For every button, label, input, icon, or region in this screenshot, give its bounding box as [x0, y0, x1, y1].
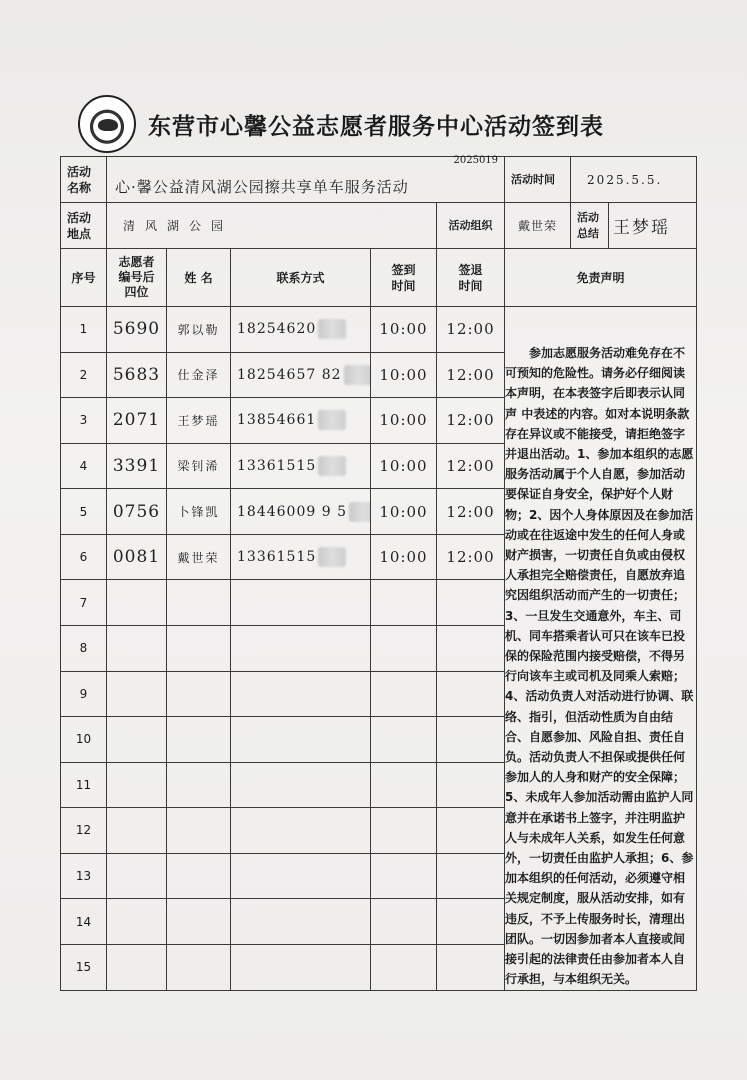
row-seq-text: 7 [79, 595, 88, 610]
row-volunteer-id [107, 717, 167, 763]
sheet-header [78, 92, 698, 156]
row-seq [61, 443, 107, 489]
row-phone [231, 944, 371, 990]
row-volunteer-id [107, 944, 167, 990]
organizer-label: 活动组织 [437, 203, 505, 249]
row-sign-in [371, 671, 437, 717]
row-sign-out [437, 853, 505, 899]
activity-place-label: 活动 地点 [61, 203, 107, 249]
row-volunteer-id [107, 352, 167, 398]
activity-time-label: 活动时间 [505, 157, 571, 203]
row-volunteer-id [107, 398, 167, 444]
row-sign-out [437, 489, 505, 535]
row-volunteer-id [107, 853, 167, 899]
row-volunteer-id [107, 443, 167, 489]
row-sign-in [371, 944, 437, 990]
redaction-blur [318, 410, 346, 430]
row-sign-out [437, 899, 505, 945]
row-sign-in [371, 489, 437, 535]
row-phone [231, 853, 371, 899]
row-sign-in [371, 808, 437, 854]
row-seq [61, 899, 107, 945]
row-phone-text: 13361515 [237, 457, 317, 474]
activity-name-label: 活动 名称 [61, 157, 107, 203]
row-phone [231, 899, 371, 945]
row-seq-text: 15 [75, 960, 92, 975]
row-name [167, 443, 231, 489]
row-name [167, 853, 231, 899]
row-sign-out [437, 762, 505, 808]
row-seq-text: 14 [75, 914, 92, 929]
row-phone-text: 13854661 [237, 412, 317, 429]
row-name [167, 398, 231, 444]
redaction-blur [318, 319, 346, 339]
row-sign-in [371, 899, 437, 945]
row-seq-text: 11 [75, 777, 92, 792]
row-sign-out [437, 580, 505, 626]
row-name [167, 625, 231, 671]
row-sign-in-text: 10:00 [379, 456, 428, 475]
row-name-text: 仕金泽 [177, 368, 220, 383]
row-phone-text: 13361515 [237, 549, 317, 566]
row-name-text: 郭以勒 [177, 322, 220, 337]
row-sign-out-text: 12:00 [446, 548, 495, 567]
row-sign-out-text: 12:00 [446, 456, 495, 475]
row-volunteer-id [107, 307, 167, 353]
organizer-value: 戴世荣 [505, 203, 571, 249]
col-volunteer-id-header: 志愿者 编号后 四位 [107, 249, 167, 307]
row-name [167, 489, 231, 535]
row-volunteer-id-text: 5690 [112, 319, 161, 340]
row-volunteer-id [107, 580, 167, 626]
row-phone [231, 717, 371, 763]
row-volunteer-id-text: 5683 [112, 364, 161, 385]
row-name [167, 671, 231, 717]
row-volunteer-id [107, 899, 167, 945]
row-seq [61, 853, 107, 899]
row-sign-out-text: 12:00 [446, 502, 495, 521]
row-sign-in-text: 10:00 [379, 365, 428, 384]
row-volunteer-id-text: 3391 [112, 455, 161, 476]
col-sign-in-header: 签到 时间 [371, 249, 437, 307]
row-volunteer-id-text: 2071 [112, 410, 161, 431]
redaction-blur [344, 365, 371, 385]
redaction-blur [349, 502, 371, 522]
row-seq [61, 534, 107, 580]
row-phone [231, 398, 371, 444]
row-name [167, 808, 231, 854]
activity-name-note: 2025019 [453, 155, 499, 166]
sheet-title: 东营市心馨公益志愿者服务中心活动签到表 [148, 113, 604, 140]
row-volunteer-id [107, 625, 167, 671]
row-seq [61, 717, 107, 763]
row-volunteer-id [107, 762, 167, 808]
row-sign-in [371, 398, 437, 444]
row-sign-in-text: 10:00 [379, 502, 428, 521]
row-name-text: 戴世荣 [177, 550, 220, 565]
row-volunteer-id [107, 489, 167, 535]
row-seq [61, 808, 107, 854]
activity-name-value: 心·馨公益清风湖公园擦共享单车服务活动 [115, 178, 409, 196]
row-seq [61, 671, 107, 717]
row-phone [231, 580, 371, 626]
row-volunteer-id-text: 0081 [112, 547, 161, 568]
row-volunteer-id [107, 534, 167, 580]
row-sign-out [437, 717, 505, 763]
row-sign-out [437, 808, 505, 854]
row-seq-text: 2 [79, 367, 88, 382]
row-phone [231, 534, 371, 580]
row-seq-text: 5 [79, 504, 88, 519]
row-phone [231, 671, 371, 717]
row-seq [61, 944, 107, 990]
row-name [167, 580, 231, 626]
row-sign-out [437, 352, 505, 398]
summary-value: 王梦瑶 [609, 203, 697, 249]
row-sign-out [437, 398, 505, 444]
row-sign-out [437, 443, 505, 489]
row-seq-text: 8 [79, 641, 88, 656]
row-sign-in [371, 625, 437, 671]
row-sign-in [371, 534, 437, 580]
row-seq-text: 12 [75, 823, 92, 838]
rows-body [61, 307, 697, 991]
row-seq [61, 352, 107, 398]
row-phone [231, 307, 371, 353]
row-seq-text: 3 [79, 413, 88, 428]
row-name [167, 352, 231, 398]
activity-name-cell [107, 157, 505, 203]
row-name [167, 307, 231, 353]
row-seq [61, 625, 107, 671]
row-sign-in-text: 10:00 [379, 548, 428, 567]
row-volunteer-id-text: 0756 [112, 501, 161, 522]
row-phone-text: 18446009 9 5 [237, 503, 347, 520]
row-sign-out-text: 12:00 [446, 411, 495, 430]
row-sign-out [437, 625, 505, 671]
row-name [167, 717, 231, 763]
activity-time-value: 2025.5.5. [571, 157, 697, 203]
summary-label: 活动 总结 [571, 203, 609, 249]
row-phone-text: 18254620 [237, 321, 317, 338]
row-seq-text: 6 [79, 550, 88, 565]
row-seq [61, 307, 107, 353]
signin-table [60, 156, 697, 991]
row-phone [231, 352, 371, 398]
row-sign-in [371, 580, 437, 626]
row-sign-out [437, 534, 505, 580]
row-seq-text: 4 [79, 458, 88, 473]
row-sign-out [437, 671, 505, 717]
row-phone-text: 18254657 82 [237, 366, 342, 383]
col-name-header: 姓 名 [167, 249, 231, 307]
row-name-text: 梁钊浠 [177, 459, 220, 474]
row-volunteer-id [107, 671, 167, 717]
disclaimer-text: 参加志愿服务活动难免存在不可预知的危险性。请务必仔细阅读本声明，在本表签字后即表示认同声 中表述的内容。如对本说明条款存在异议或不能接受，请拒绝签字并退出活动。1、参加本组织的志愿服务活动属于个人自愿，参加活动要保证自身安全，保护好个人财物；2、因个人身体原因及在参加活动或在往返途中发生的任何人身或财产损害，一切责任自负或由侵权人承担完全赔偿责任，自愿放弃追究因组织活动而产生的一切责任；3、一旦发生交通意外，车主、司机、同车搭乘者认可只在该车已投保的保险范围内接受赔偿，不得另行向该车主或司机及同乘人索赔；4、活动负责人对活动进行协调、联络、指引，但活动性质为自由结合、自愿参加、风险自担、责任自负。活动负责人不担保或提供任何参加人的人身和财产的安全保障；5、未成年人参加活动需由监护人同意并在承诺书上签字，并注明监护人与未成年人关系，如发生任何意外，一切责任由监护人承担；6、参加本组织的任何活动，必须遵守相关规定制度，服从活动安排，如有违反，不予上传服务时长，清理出团队。一切因参加者本人直接或间接引起的法律责任由参加者本人自行承担，与本组织无关。 [505, 307, 697, 991]
row-phone [231, 808, 371, 854]
col-contact-header: 联系方式 [231, 249, 371, 307]
row-sign-in [371, 717, 437, 763]
row-seq-text: 9 [79, 686, 88, 701]
row-name-text: 卜锋凯 [177, 505, 220, 520]
row-sign-in [371, 853, 437, 899]
organization-logo-icon [78, 95, 136, 153]
row-name-text: 王梦瑶 [177, 413, 220, 428]
row-sign-out [437, 944, 505, 990]
row-sign-in-text: 10:00 [379, 320, 428, 339]
row-sign-out [437, 307, 505, 353]
row-phone [231, 762, 371, 808]
row-seq [61, 762, 107, 808]
row-name [167, 899, 231, 945]
row-sign-in [371, 443, 437, 489]
row-name [167, 762, 231, 808]
col-sign-out-header: 签退 时间 [437, 249, 505, 307]
row-sign-out-text: 12:00 [446, 365, 495, 384]
row-seq [61, 489, 107, 535]
row-phone [231, 625, 371, 671]
row-phone [231, 443, 371, 489]
row-sign-in [371, 307, 437, 353]
row-name [167, 944, 231, 990]
row-seq-text: 1 [79, 322, 88, 337]
activity-place-value: 清风湖公园 [107, 203, 437, 249]
redaction-blur [318, 547, 346, 567]
row-seq-text: 10 [75, 732, 92, 747]
row-seq [61, 398, 107, 444]
row-seq [61, 580, 107, 626]
col-seq-header: 序号 [61, 249, 107, 307]
row-sign-in-text: 10:00 [379, 411, 428, 430]
row-phone [231, 489, 371, 535]
disclaimer-header: 免责声明 [505, 249, 697, 307]
row-seq-text: 13 [75, 869, 92, 884]
row-sign-out-text: 12:00 [446, 320, 495, 339]
redaction-blur [318, 456, 346, 476]
table-row [61, 307, 697, 353]
row-sign-in [371, 352, 437, 398]
row-volunteer-id [107, 808, 167, 854]
row-name [167, 534, 231, 580]
row-sign-in [371, 762, 437, 808]
